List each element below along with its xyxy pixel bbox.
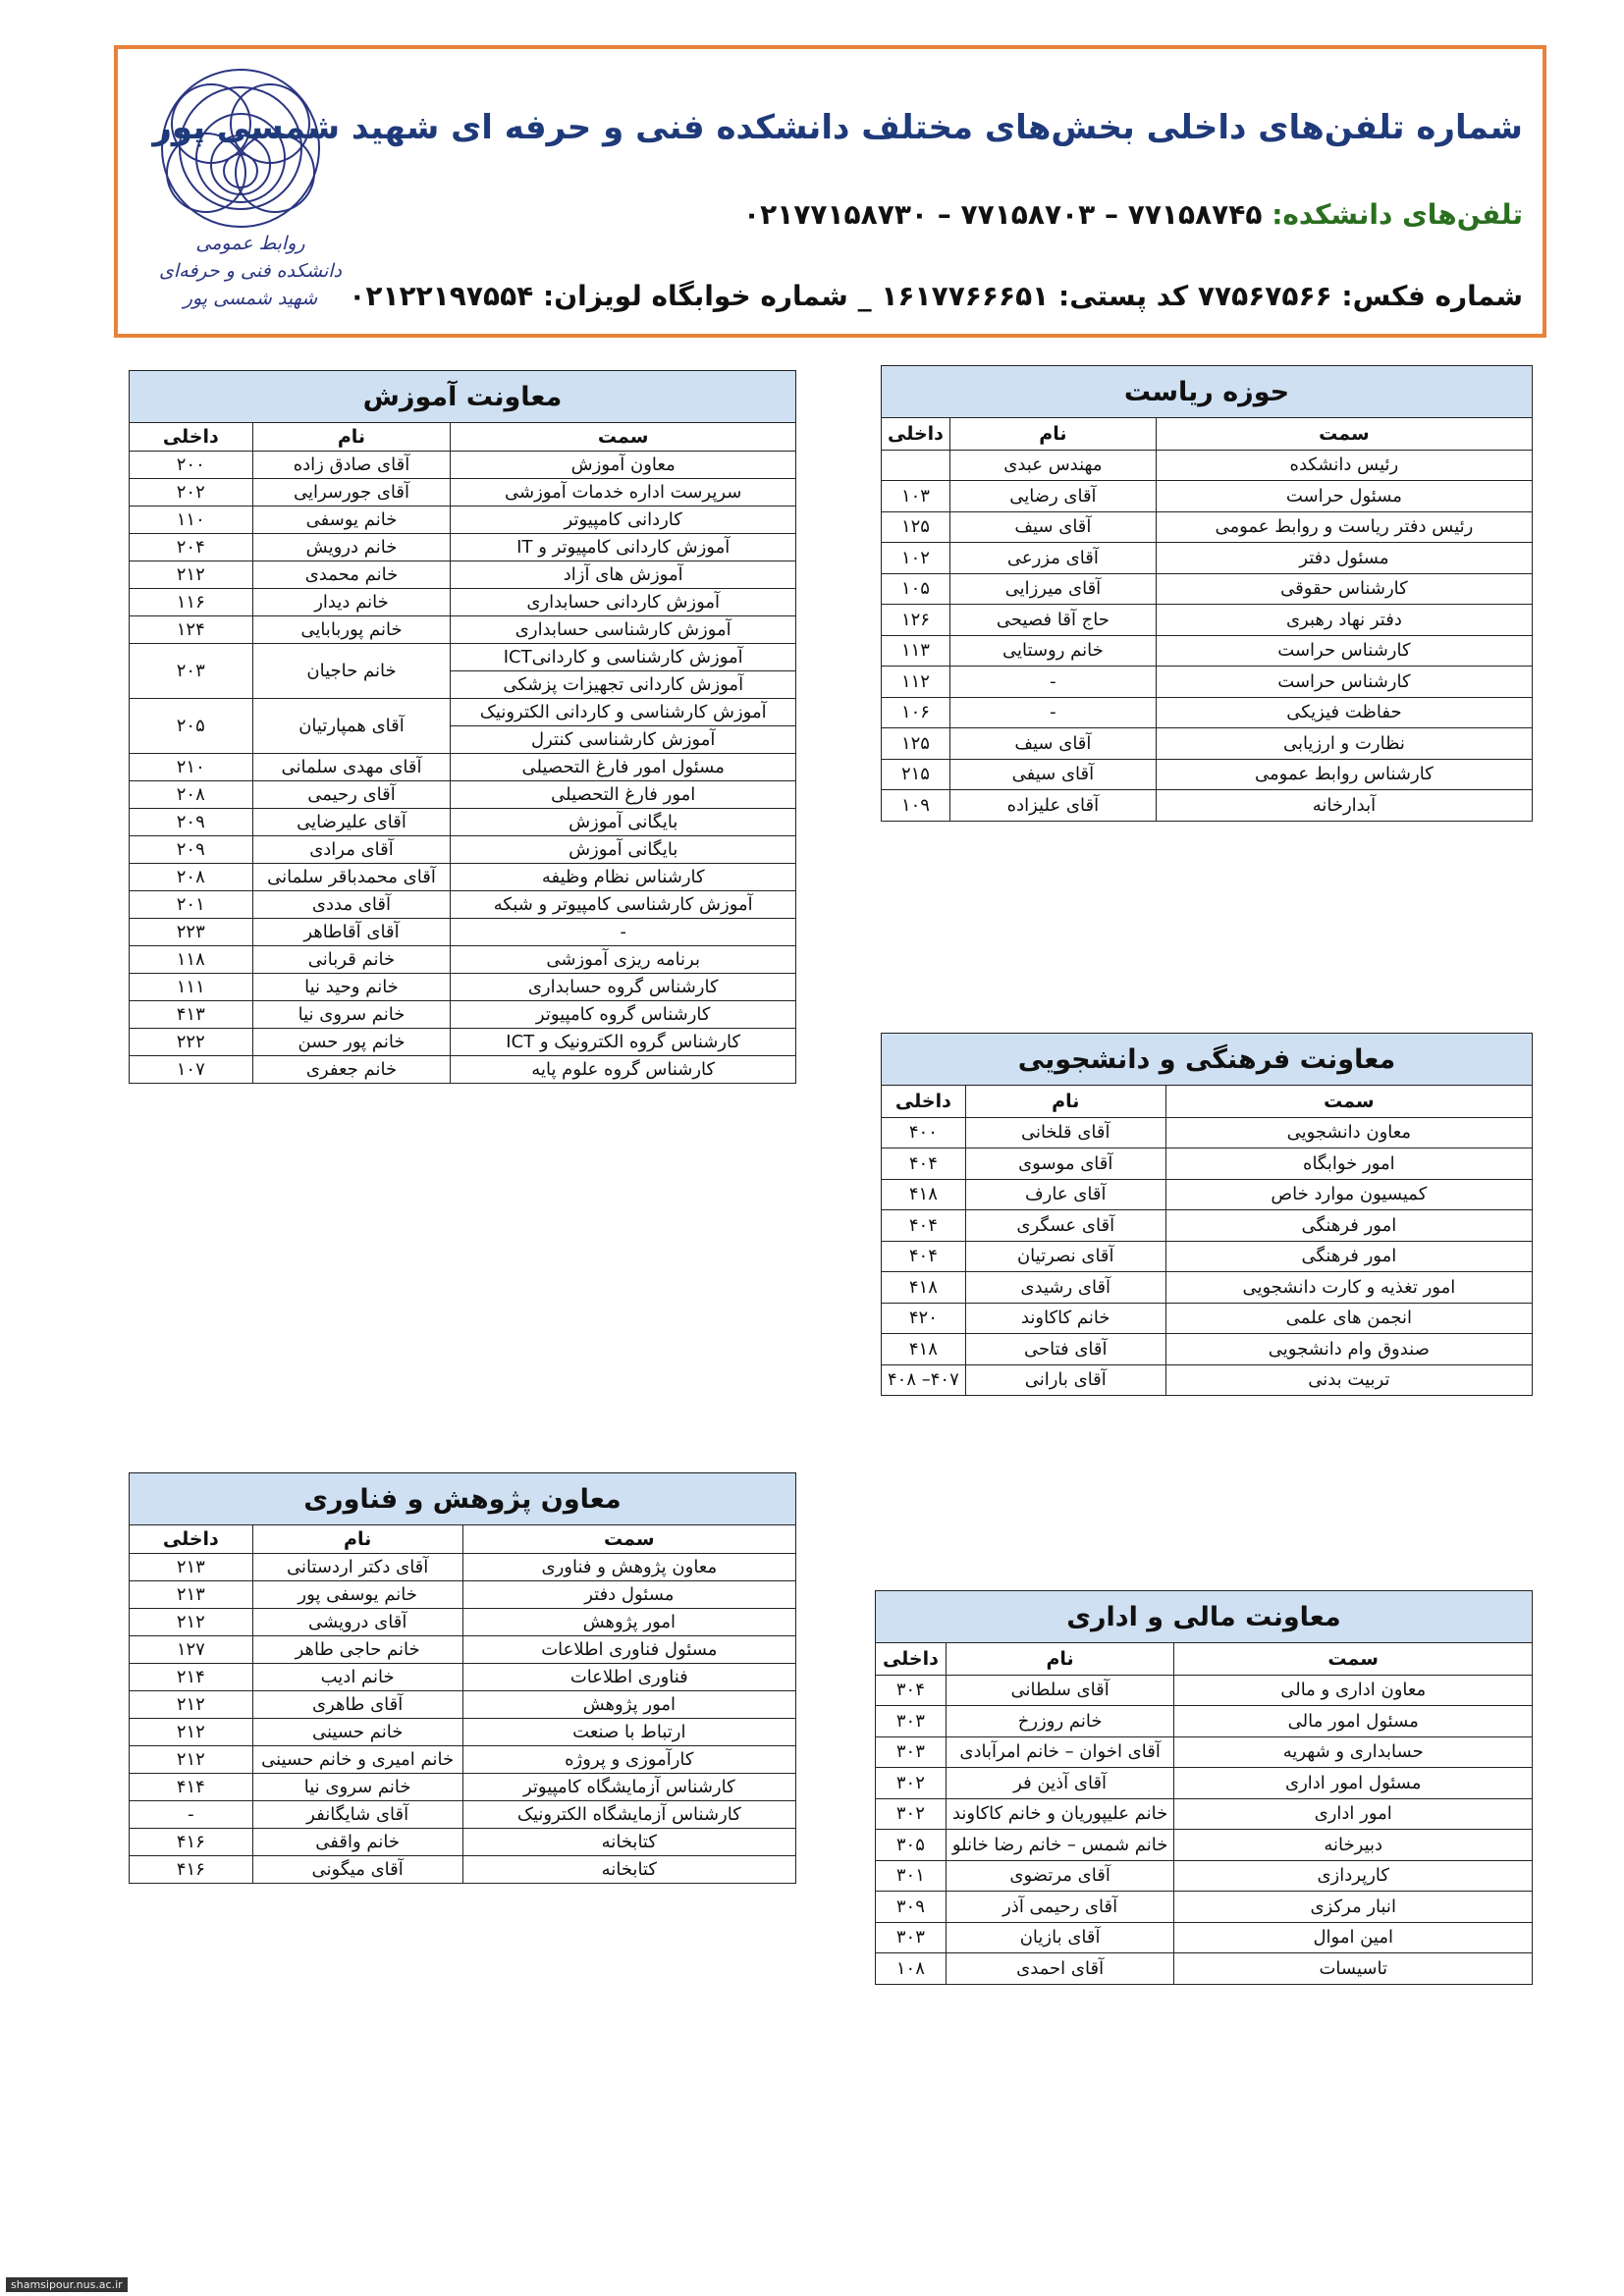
cell-name: آقای طاهری bbox=[252, 1691, 462, 1719]
table-row bbox=[876, 1768, 1533, 1799]
cell-position: رئیس دانشکده bbox=[1156, 450, 1532, 481]
cell-ext: ۲۰۹ bbox=[130, 836, 253, 864]
table-row bbox=[882, 667, 1533, 698]
table-row bbox=[130, 946, 796, 974]
cell-position: کارشناس آزمایشگاه الکترونیک bbox=[462, 1801, 795, 1829]
cell-ext bbox=[882, 450, 950, 481]
cell-ext: ۴۱۴ bbox=[130, 1774, 253, 1801]
table-row bbox=[130, 1581, 796, 1609]
column-header-position: سمت bbox=[1174, 1643, 1533, 1676]
logo-caption-line2: دانشکده فنی و حرفه‌ای شهید شمسی پور bbox=[159, 260, 342, 309]
column-header-position: سمت bbox=[462, 1525, 795, 1554]
cell-ext: ۲۱۴ bbox=[130, 1664, 253, 1691]
cell-name: خانم حسینی bbox=[252, 1719, 462, 1746]
table-row bbox=[876, 1860, 1533, 1892]
table-row bbox=[130, 864, 796, 891]
table-row bbox=[130, 836, 796, 864]
cell-ext: ۲۲۲ bbox=[130, 1029, 253, 1056]
table-row bbox=[882, 605, 1533, 636]
table-row bbox=[882, 1334, 1533, 1365]
table-row bbox=[882, 481, 1533, 512]
cell-position: امور خوابگاه bbox=[1165, 1148, 1532, 1180]
table-row bbox=[876, 1798, 1533, 1830]
table-row bbox=[130, 974, 796, 1001]
cell-ext: ۳۰۱ bbox=[876, 1860, 947, 1892]
table-row bbox=[882, 790, 1533, 822]
column-header-position: سمت bbox=[1165, 1086, 1532, 1118]
cell-position: امور فرهنگی bbox=[1165, 1241, 1532, 1272]
table-row bbox=[130, 1636, 796, 1664]
cell-name: آقای رحیمی bbox=[252, 781, 451, 809]
cell-name: آقای رضایی bbox=[949, 481, 1156, 512]
cell-position: دبیرخانه bbox=[1174, 1830, 1533, 1861]
table-row bbox=[876, 1892, 1533, 1923]
cell-name: خانم علیپوریان و خانم کاکاوند bbox=[946, 1798, 1174, 1830]
table-row bbox=[130, 479, 796, 507]
cell-name: - bbox=[949, 697, 1156, 728]
section-title: حوزه ریاست bbox=[882, 366, 1533, 418]
cell-ext: ۲۱۳ bbox=[130, 1581, 253, 1609]
table-row bbox=[130, 616, 796, 644]
cell-name: آقای مددی bbox=[252, 891, 451, 919]
cell-position: معاون اداری و مالی bbox=[1174, 1675, 1533, 1706]
table-row bbox=[882, 728, 1533, 760]
riasat-table bbox=[881, 365, 1533, 822]
table-row bbox=[882, 511, 1533, 543]
cell-name: خانم روزرخ bbox=[946, 1706, 1174, 1737]
cell-name: آقای جورسرایی bbox=[252, 479, 451, 507]
table-row bbox=[130, 1801, 796, 1829]
cell-position: مسئول حراست bbox=[1156, 481, 1532, 512]
cell-name: آقای اخوان – خانم امرآبادی bbox=[946, 1736, 1174, 1768]
table-row bbox=[876, 1922, 1533, 1953]
cell-position: کارشناس گروه حسابداری bbox=[451, 974, 796, 1001]
logo-caption bbox=[147, 230, 353, 312]
cell-ext: ۱۱۰ bbox=[130, 507, 253, 534]
cell-ext: ۱۱۲ bbox=[882, 667, 950, 698]
cell-ext: ۳۰۲ bbox=[876, 1768, 947, 1799]
pazhoohesh-table bbox=[129, 1472, 796, 1884]
column-header-name: نام bbox=[252, 423, 451, 452]
section-title: معاونت فرهنگی و دانشجویی bbox=[882, 1034, 1533, 1086]
table-row bbox=[882, 1148, 1533, 1180]
cell-name: آقای احمدی bbox=[946, 1953, 1174, 1985]
cell-name: خانم کاکاوند bbox=[965, 1303, 1165, 1334]
cell-name: آقای سلطانی bbox=[946, 1675, 1174, 1706]
table-row bbox=[130, 1664, 796, 1691]
table-row bbox=[130, 534, 796, 561]
cell-ext: ۴۱۶ bbox=[130, 1829, 253, 1856]
cell-position: کارشناس آزمایشگاه کامپیوتر bbox=[462, 1774, 795, 1801]
cell-position: امور پژوهش bbox=[462, 1609, 795, 1636]
cell-position: امور تغذیه و کارت دانشجویی bbox=[1165, 1272, 1532, 1304]
column-header-name: نام bbox=[946, 1643, 1174, 1676]
section-title: معاونت مالی و اداری bbox=[876, 1591, 1533, 1643]
cell-position: آموزش کارشناسی و کاردانی الکترونیک bbox=[451, 699, 796, 726]
table-row bbox=[882, 1272, 1533, 1304]
cell-ext: ۲۰۰ bbox=[130, 452, 253, 479]
cell-name: خانم قربانی bbox=[252, 946, 451, 974]
cell-ext: ۲۰۸ bbox=[130, 864, 253, 891]
column-header-position: سمت bbox=[1156, 418, 1532, 451]
table-row bbox=[130, 589, 796, 616]
cell-ext: ۴۰۴ bbox=[882, 1148, 966, 1180]
cell-ext: ۲۱۲ bbox=[130, 1609, 253, 1636]
fax-postal-line: شماره فکس: ۷۷۵۶۷۵۶۶ کد پستی: ۱۶۱۷۷۶۶۶۵۱ _ شماره خوابگاه لویزان: ۰۲۱۲۲۱۹۷۵۵۴ bbox=[349, 280, 1523, 312]
cell-name: خانم دیدار bbox=[252, 589, 451, 616]
table-row bbox=[130, 1856, 796, 1884]
cell-ext: ۴۰۰ bbox=[882, 1117, 966, 1148]
cell-ext: ۱۱۶ bbox=[130, 589, 253, 616]
cell-name: آقای همپارتیان bbox=[252, 699, 451, 754]
cell-position: - bbox=[451, 919, 796, 946]
table-row bbox=[130, 507, 796, 534]
table-row bbox=[882, 635, 1533, 667]
table-row bbox=[130, 1746, 796, 1774]
cell-position: سرپرست اداره خدمات آموزشی bbox=[451, 479, 796, 507]
cell-ext: ۳۰۵ bbox=[876, 1830, 947, 1861]
cell-ext: ۳۰۴ bbox=[876, 1675, 947, 1706]
cell-position: کارشناس حراست bbox=[1156, 667, 1532, 698]
table-row bbox=[882, 573, 1533, 605]
cell-name: آقای سیفی bbox=[949, 759, 1156, 790]
cell-position: صندوق وام دانشجویی bbox=[1165, 1334, 1532, 1365]
cell-name: خانم یوسفی پور bbox=[252, 1581, 462, 1609]
cell-ext: ۱۲۵ bbox=[882, 511, 950, 543]
column-header-name: نام bbox=[252, 1525, 462, 1554]
cell-position: آموزش کاردانی تجهیزات پزشکی bbox=[451, 671, 796, 699]
cell-position: امور فارغ التحصیلی bbox=[451, 781, 796, 809]
cell-ext: ۲۱۲ bbox=[130, 1719, 253, 1746]
cell-position: بایگانی آموزش bbox=[451, 836, 796, 864]
cell-name: خانم روستایی bbox=[949, 635, 1156, 667]
cell-name: آقای درویشی bbox=[252, 1609, 462, 1636]
cell-ext: ۲۱۲ bbox=[130, 1746, 253, 1774]
cell-position: کارشناس نظام وظیفه bbox=[451, 864, 796, 891]
column-header-ext: داخلی bbox=[882, 1086, 966, 1118]
cell-position: بایگانی آموزش bbox=[451, 809, 796, 836]
table-row bbox=[130, 781, 796, 809]
table-row bbox=[130, 891, 796, 919]
cell-ext: ۴۱۸ bbox=[882, 1272, 966, 1304]
table-row bbox=[882, 1179, 1533, 1210]
cell-position: مسئول فناوری اطلاعات bbox=[462, 1636, 795, 1664]
table-row bbox=[876, 1953, 1533, 1985]
table-row bbox=[882, 759, 1533, 790]
cell-position: کارآموزی و پروژه bbox=[462, 1746, 795, 1774]
cell-ext: ۴۰۴ bbox=[882, 1241, 966, 1272]
cell-position: مسئول امور مالی bbox=[1174, 1706, 1533, 1737]
logo-caption-line1: روابط عمومی bbox=[195, 233, 305, 254]
cell-name: آقای سیف bbox=[949, 728, 1156, 760]
cell-ext: ۱۱۳ bbox=[882, 635, 950, 667]
cell-position: امین اموال bbox=[1174, 1922, 1533, 1953]
cell-name: آقای مرادی bbox=[252, 836, 451, 864]
cell-ext: ۲۰۴ bbox=[130, 534, 253, 561]
cell-name: آقای فتاحی bbox=[965, 1334, 1165, 1365]
cell-position: انجمن های علمی bbox=[1165, 1303, 1532, 1334]
cell-position: آموزش کارشناسی کامپیوتر و شبکه bbox=[451, 891, 796, 919]
cell-position: آموزش های آزاد bbox=[451, 561, 796, 589]
cell-position: تربیت بدنی bbox=[1165, 1364, 1532, 1396]
college-phones-label: تلفن‌های دانشکده: bbox=[1272, 198, 1523, 231]
cell-name: خانم یوسفی bbox=[252, 507, 451, 534]
table-row bbox=[130, 561, 796, 589]
cell-position: مسئول امور اداری bbox=[1174, 1768, 1533, 1799]
table-row bbox=[882, 1303, 1533, 1334]
table-row bbox=[882, 1364, 1533, 1396]
table-row bbox=[130, 919, 796, 946]
cell-name: آقای علیزاده bbox=[949, 790, 1156, 822]
table-row bbox=[882, 450, 1533, 481]
table-row bbox=[130, 1774, 796, 1801]
cell-ext: ۱۲۶ bbox=[882, 605, 950, 636]
cell-ext: ۲۲۳ bbox=[130, 919, 253, 946]
cell-name: آقای محمدباقر سلمانی bbox=[252, 864, 451, 891]
cell-position: حسابداری و شهریه bbox=[1174, 1736, 1533, 1768]
column-header-name: نام bbox=[949, 418, 1156, 451]
table-row bbox=[130, 1554, 796, 1581]
cell-ext: ۴۰۷– ۴۰۸ bbox=[882, 1364, 966, 1396]
cell-ext: ۲۱۰ bbox=[130, 754, 253, 781]
cell-name: آقای عسگری bbox=[965, 1210, 1165, 1242]
cell-name: آقای نصرتیان bbox=[965, 1241, 1165, 1272]
page-title: شماره تلفن‌های داخلی بخش‌های مختلف دانشکده فنی و حرفه ای شهید شمسی پور bbox=[152, 108, 1523, 147]
cell-ext: ۱۱۱ bbox=[130, 974, 253, 1001]
cell-name: خانم پور حسن bbox=[252, 1029, 451, 1056]
section-title: معاونت آموزش bbox=[130, 371, 796, 423]
cell-ext: ۴۲۰ bbox=[882, 1303, 966, 1334]
table-row bbox=[130, 452, 796, 479]
cell-name: آقای عارف bbox=[965, 1179, 1165, 1210]
cell-ext: ۴۱۳ bbox=[130, 1001, 253, 1029]
logo-emblem-icon bbox=[157, 65, 324, 232]
cell-name: آقای دکتر اردستانی bbox=[252, 1554, 462, 1581]
cell-position: معاون پژوهش و فناوری bbox=[462, 1554, 795, 1581]
cell-name: خانم حاجیان bbox=[252, 644, 451, 699]
cell-name: آقای آقاطاهر bbox=[252, 919, 451, 946]
cell-name: آقای قلخانی bbox=[965, 1117, 1165, 1148]
cell-name: آقای میرزایی bbox=[949, 573, 1156, 605]
cell-position: کارپردازی bbox=[1174, 1860, 1533, 1892]
cell-ext: ۲۰۲ bbox=[130, 479, 253, 507]
cell-name: آقای رحیمی آذر bbox=[946, 1892, 1174, 1923]
cell-ext: ۱۱۸ bbox=[130, 946, 253, 974]
cell-position: کمیسیون موارد خاص bbox=[1165, 1179, 1532, 1210]
cell-ext: ۱۰۵ bbox=[882, 573, 950, 605]
cell-position: معاون آموزش bbox=[451, 452, 796, 479]
column-header-ext: داخلی bbox=[882, 418, 950, 451]
cell-name: آقای آذین فر bbox=[946, 1768, 1174, 1799]
cell-ext: ۲۰۳ bbox=[130, 644, 253, 699]
cell-position: کارشناس حراست bbox=[1156, 635, 1532, 667]
cell-position: کاردانی کامپیوتر bbox=[451, 507, 796, 534]
cell-name: آقای علیرضایی bbox=[252, 809, 451, 836]
cell-name: آقای بازیان bbox=[946, 1922, 1174, 1953]
table-row bbox=[130, 1029, 796, 1056]
table-row bbox=[130, 1719, 796, 1746]
cell-name: آقای موسوی bbox=[965, 1148, 1165, 1180]
cell-ext: ۴۰۴ bbox=[882, 1210, 966, 1242]
column-header-ext: داخلی bbox=[130, 423, 253, 452]
header-box bbox=[114, 45, 1546, 338]
cell-name: خانم درویش bbox=[252, 534, 451, 561]
cell-ext: ۲۱۲ bbox=[130, 561, 253, 589]
table-row bbox=[130, 754, 796, 781]
table-row bbox=[882, 697, 1533, 728]
cell-name: آقای سیف bbox=[949, 511, 1156, 543]
cell-name: خانم واقفی bbox=[252, 1829, 462, 1856]
cell-name: آقای شایگانفر bbox=[252, 1801, 462, 1829]
college-phones-value: ۷۷۱۵۸۷۴۵ – ۷۷۱۵۸۷۰۳ – ۰۲۱۷۷۱۵۸۷۳۰ bbox=[743, 198, 1263, 231]
cell-ext: ۲۰۸ bbox=[130, 781, 253, 809]
table-row bbox=[882, 1241, 1533, 1272]
cell-ext: ۳۰۳ bbox=[876, 1736, 947, 1768]
cell-ext: ۴۱۸ bbox=[882, 1334, 966, 1365]
cell-ext: ۴۱۸ bbox=[882, 1179, 966, 1210]
mali-table bbox=[875, 1590, 1533, 1985]
cell-position: فناوری اطلاعات bbox=[462, 1664, 795, 1691]
cell-name: آقای رشیدی bbox=[965, 1272, 1165, 1304]
cell-position: مسئول دفتر bbox=[1156, 543, 1532, 574]
table-row bbox=[882, 543, 1533, 574]
cell-position: آموزش کارشناسی و کاردانیICT bbox=[451, 644, 796, 671]
table-row bbox=[130, 1829, 796, 1856]
table-row bbox=[130, 1001, 796, 1029]
column-header-ext: داخلی bbox=[876, 1643, 947, 1676]
cell-ext: ۱۰۸ bbox=[876, 1953, 947, 1985]
cell-position: مسئول دفتر bbox=[462, 1581, 795, 1609]
cell-name: - bbox=[949, 667, 1156, 698]
cell-name: آقای میگونی bbox=[252, 1856, 462, 1884]
cell-position: برنامه ریزی آموزشی bbox=[451, 946, 796, 974]
cell-name: آقای مزرعی bbox=[949, 543, 1156, 574]
cell-position: آموزش کاردانی حسابداری bbox=[451, 589, 796, 616]
cell-ext: ۲۱۲ bbox=[130, 1691, 253, 1719]
table-row bbox=[876, 1830, 1533, 1861]
column-header-name: نام bbox=[965, 1086, 1165, 1118]
cell-ext: ۱۰۶ bbox=[882, 697, 950, 728]
amoozesh-table bbox=[129, 370, 796, 1084]
cell-position: کارشناس روابط عمومی bbox=[1156, 759, 1532, 790]
cell-ext: ۲۰۹ bbox=[130, 809, 253, 836]
cell-position: امور پژوهش bbox=[462, 1691, 795, 1719]
cell-position: انبار مرکزی bbox=[1174, 1892, 1533, 1923]
cell-name: خانم محمدی bbox=[252, 561, 451, 589]
cell-name: حاج آقا فصیحی bbox=[949, 605, 1156, 636]
table-row bbox=[876, 1736, 1533, 1768]
cell-position: آموزش کارشناسی حسابداری bbox=[451, 616, 796, 644]
cell-ext: ۱۰۳ bbox=[882, 481, 950, 512]
table-row bbox=[130, 1056, 796, 1084]
cell-position: کتابخانه bbox=[462, 1829, 795, 1856]
cell-ext: - bbox=[130, 1801, 253, 1829]
cell-name: آقای مرتضوی bbox=[946, 1860, 1174, 1892]
cell-position: رئیس دفتر ریاست و روابط عمومی bbox=[1156, 511, 1532, 543]
cell-ext: ۲۱۵ bbox=[882, 759, 950, 790]
table-row bbox=[130, 644, 796, 671]
farhangi-table bbox=[881, 1033, 1533, 1396]
cell-name: مهندس عبدی bbox=[949, 450, 1156, 481]
cell-ext: ۳۰۳ bbox=[876, 1922, 947, 1953]
cell-ext: ۱۰۲ bbox=[882, 543, 950, 574]
column-header-position: سمت bbox=[451, 423, 796, 452]
cell-position: کارشناس گروه علوم پایه bbox=[451, 1056, 796, 1084]
table-row bbox=[876, 1706, 1533, 1737]
table-row bbox=[130, 1691, 796, 1719]
cell-ext: ۱۲۵ bbox=[882, 728, 950, 760]
cell-position: معاون دانشجویی bbox=[1165, 1117, 1532, 1148]
table-row bbox=[876, 1675, 1533, 1706]
cell-name: خانم پوربابایی bbox=[252, 616, 451, 644]
cell-position: کارشناس گروه کامپیوتر bbox=[451, 1001, 796, 1029]
cell-ext: ۲۰۵ bbox=[130, 699, 253, 754]
cell-name: خانم حاجی طاهر bbox=[252, 1636, 462, 1664]
cell-position: تاسیسات bbox=[1174, 1953, 1533, 1985]
cell-position: مسئول امور فارغ التحصیلی bbox=[451, 754, 796, 781]
cell-name: خانم امیری و خانم حسینی bbox=[252, 1746, 462, 1774]
footer-url: shamsipour.nus.ac.ir bbox=[6, 2277, 128, 2292]
cell-position: امور اداری bbox=[1174, 1798, 1533, 1830]
cell-ext: ۳۰۲ bbox=[876, 1798, 947, 1830]
column-header-ext: داخلی bbox=[130, 1525, 253, 1554]
college-phones bbox=[743, 198, 1523, 231]
cell-name: آقای مهدی سلمانی bbox=[252, 754, 451, 781]
table-row bbox=[882, 1117, 1533, 1148]
cell-name: آقای بارانی bbox=[965, 1364, 1165, 1396]
cell-ext: ۳۰۳ bbox=[876, 1706, 947, 1737]
cell-ext: ۳۰۹ bbox=[876, 1892, 947, 1923]
cell-position: آموزش کاردانی کامپیوتر و IT bbox=[451, 534, 796, 561]
cell-ext: ۱۰۹ bbox=[882, 790, 950, 822]
cell-position: کارشناس حقوقی bbox=[1156, 573, 1532, 605]
cell-name: خانم ادیب bbox=[252, 1664, 462, 1691]
cell-ext: ۲۰۱ bbox=[130, 891, 253, 919]
cell-ext: ۴۱۶ bbox=[130, 1856, 253, 1884]
cell-ext: ۲۱۳ bbox=[130, 1554, 253, 1581]
table-row bbox=[130, 699, 796, 726]
cell-position: نظارت و ارزیابی bbox=[1156, 728, 1532, 760]
cell-name: خانم سروی نیا bbox=[252, 1001, 451, 1029]
cell-position: حفاظت فیزیکی bbox=[1156, 697, 1532, 728]
cell-position: کارشناس گروه الکترونیک و ICT bbox=[451, 1029, 796, 1056]
table-row bbox=[882, 1210, 1533, 1242]
cell-name: خانم وحید نیا bbox=[252, 974, 451, 1001]
section-title: معاون پژوهش و فناوری bbox=[130, 1473, 796, 1525]
cell-name: خانم جعفری bbox=[252, 1056, 451, 1084]
logo bbox=[147, 65, 344, 330]
cell-ext: ۱۲۷ bbox=[130, 1636, 253, 1664]
cell-ext: ۱۲۴ bbox=[130, 616, 253, 644]
cell-position: کتابخانه bbox=[462, 1856, 795, 1884]
cell-position: آبدارخانه bbox=[1156, 790, 1532, 822]
cell-position: امور فرهنگی bbox=[1165, 1210, 1532, 1242]
table-row bbox=[130, 1609, 796, 1636]
cell-position: دفتر نهاد رهبری bbox=[1156, 605, 1532, 636]
cell-ext: ۱۰۷ bbox=[130, 1056, 253, 1084]
cell-name: خانم سروی نیا bbox=[252, 1774, 462, 1801]
cell-position: ارتباط با صنعت bbox=[462, 1719, 795, 1746]
table-row bbox=[130, 809, 796, 836]
cell-name: آقای صادق زاده bbox=[252, 452, 451, 479]
cell-position: آموزش کارشناسی کنترل bbox=[451, 726, 796, 754]
cell-name: خانم شمس – خانم رضا خانلو bbox=[946, 1830, 1174, 1861]
